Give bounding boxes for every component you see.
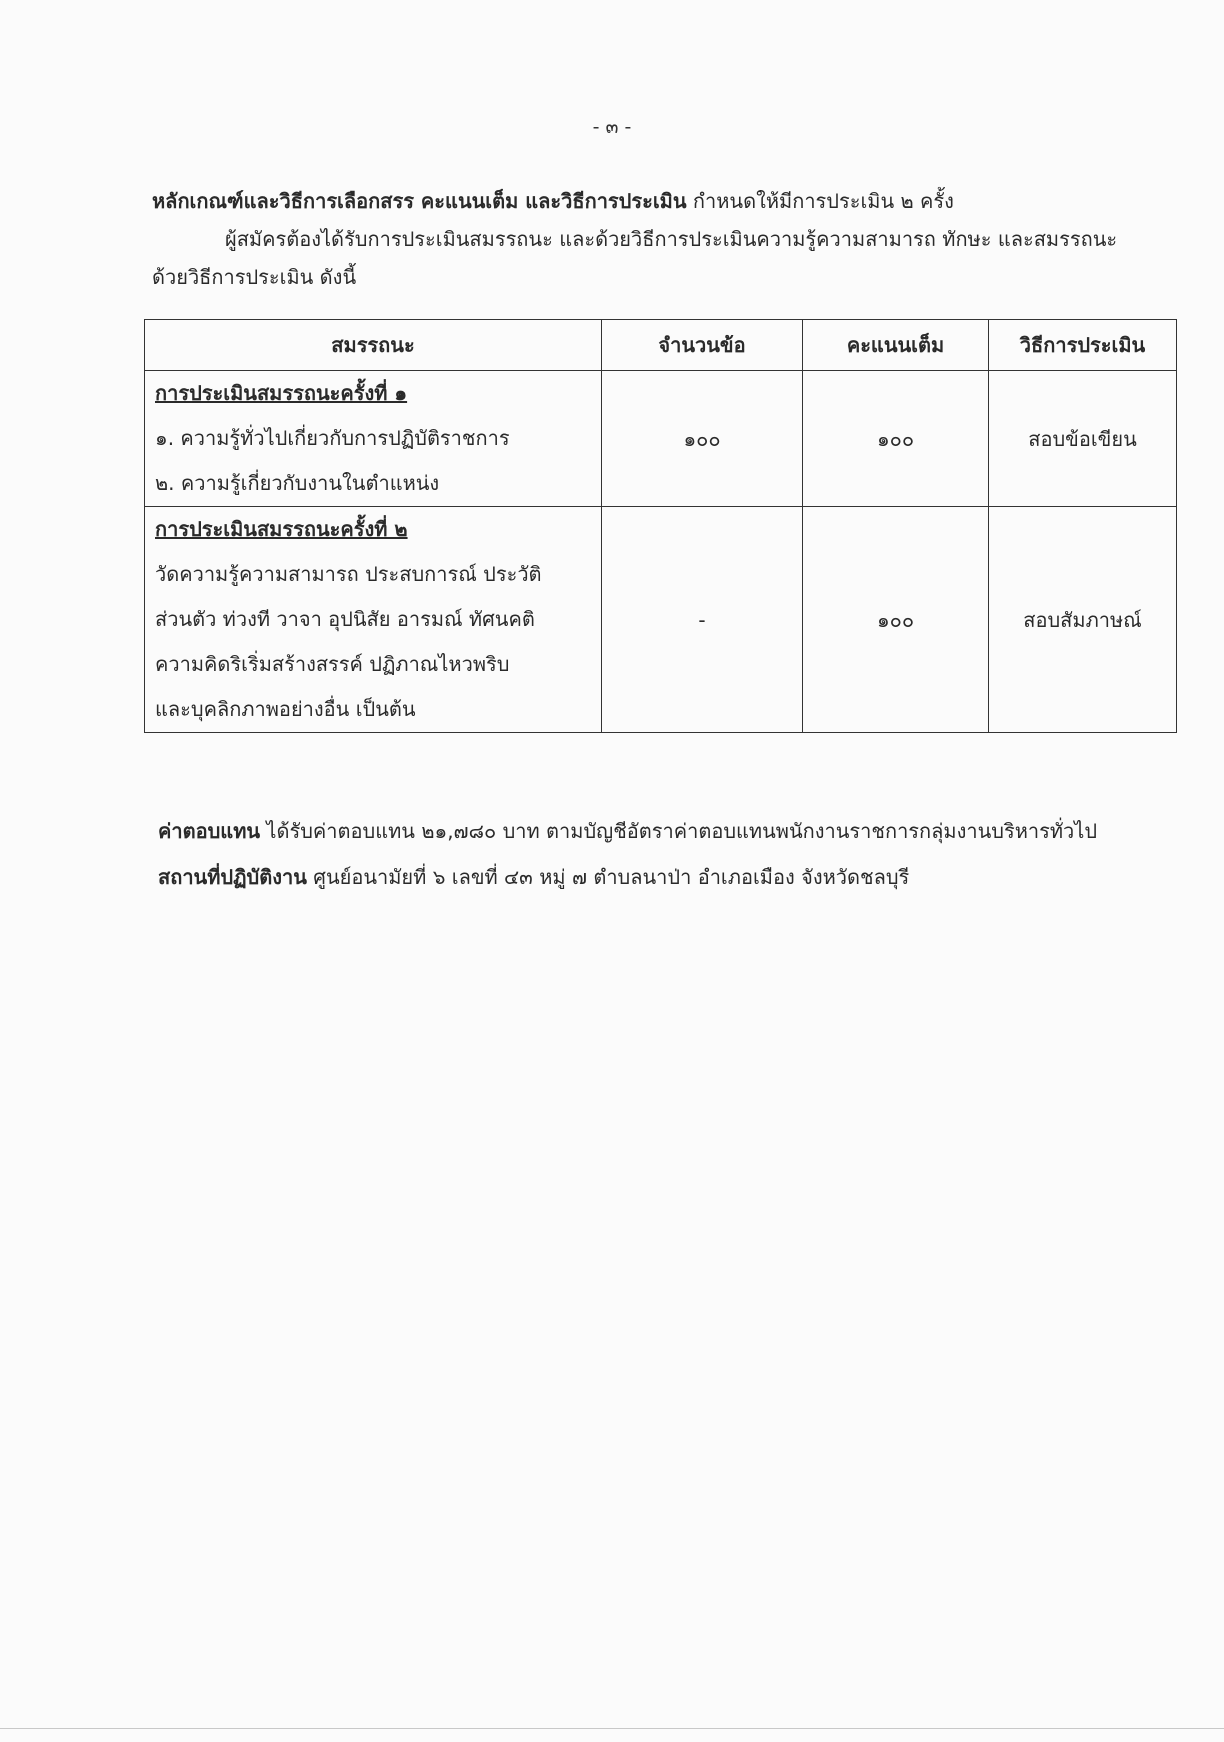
header-question-count: จำนวนข้อ <box>602 320 803 371</box>
header-full-score: คะแนนเต็ม <box>803 320 989 371</box>
criteria-heading: หลักเกณฑ์และวิธีการเลือกสรร คะแนนเต็ม และวิธีการประเมิน <box>152 189 687 213</box>
method-cell: สอบสัมภาษณ์ <box>989 507 1177 733</box>
competency-item: และบุคลิกภาพอย่างอื่น เป็นต้น <box>155 697 416 721</box>
criteria-paragraph-line2: ด้วยวิธีการประเมิน ดังนี้ <box>152 265 357 289</box>
header-assessment-method: วิธีการประเมิน <box>989 320 1177 371</box>
header-competency: สมรรถนะ <box>145 320 602 371</box>
competency-item: ๑. ความรู้ทั่วไปเกี่ยวกับการปฏิบัติราชการ <box>155 426 510 450</box>
table-header-row <box>145 320 1177 371</box>
workplace-label: สถานที่ปฏิบัติงาน <box>158 865 307 889</box>
competency-item: ความคิดริเริ่มสร้างสรรค์ ปฏิภาณไหวพริบ <box>155 652 510 676</box>
assessment-round-title: การประเมินสมรรถนะครั้งที่ ๒ <box>155 517 408 541</box>
competency-cell <box>145 371 602 507</box>
criteria-heading-line <box>152 186 954 216</box>
competency-cell <box>145 507 602 733</box>
method-cell: สอบข้อเขียน <box>989 371 1177 507</box>
full-score-cell: ๑๐๐ <box>803 371 989 507</box>
workplace-line <box>158 862 909 892</box>
competency-item: ๒. ความรู้เกี่ยวกับงานในตำแหน่ง <box>155 471 440 495</box>
assessment-round-title: การประเมินสมรรถนะครั้งที่ ๑ <box>155 381 408 405</box>
table-row <box>145 371 1177 507</box>
table-row <box>145 507 1177 733</box>
question-count-cell: ๑๐๐ <box>602 371 803 507</box>
competency-item: วัดความรู้ความสามารถ ประสบการณ์ ประวัติ <box>155 562 542 586</box>
compensation-label: ค่าตอบแทน <box>158 819 261 843</box>
criteria-paragraph-line1: ผู้สมัครต้องได้รับการประเมินสมรรถนะ และด้วยวิธีการประเมินความรู้ความสามารถ ทักษะ และสมรรถนะ <box>225 227 1118 251</box>
question-count-cell: - <box>602 507 803 733</box>
bottom-divider <box>0 1728 1224 1729</box>
compensation-text: ได้รับค่าตอบแทน ๒๑,๗๘๐ บาท ตามบัญชีอัตราค่าตอบแทนพนักงานราชการกลุ่มงานบริหารทั่วไป <box>260 819 1098 843</box>
workplace-text: ศูนย์อนามัยที่ ๖ เลขที่ ๔๓ หมู่ ๗ ตำบลนาป่า อำเภอเมือง จังหวัดชลบุรี <box>306 865 910 889</box>
competency-item: ส่วนตัว ท่วงที วาจา อุปนิสัย อารมณ์ ทัศนคติ <box>155 607 535 631</box>
full-score-cell: ๑๐๐ <box>803 507 989 733</box>
criteria-heading-rest: กำหนดให้มีการประเมิน ๒ ครั้ง <box>686 189 954 213</box>
assessment-table <box>144 319 1177 733</box>
compensation-line <box>158 816 1097 846</box>
page-number: - ๓ - <box>592 116 632 138</box>
